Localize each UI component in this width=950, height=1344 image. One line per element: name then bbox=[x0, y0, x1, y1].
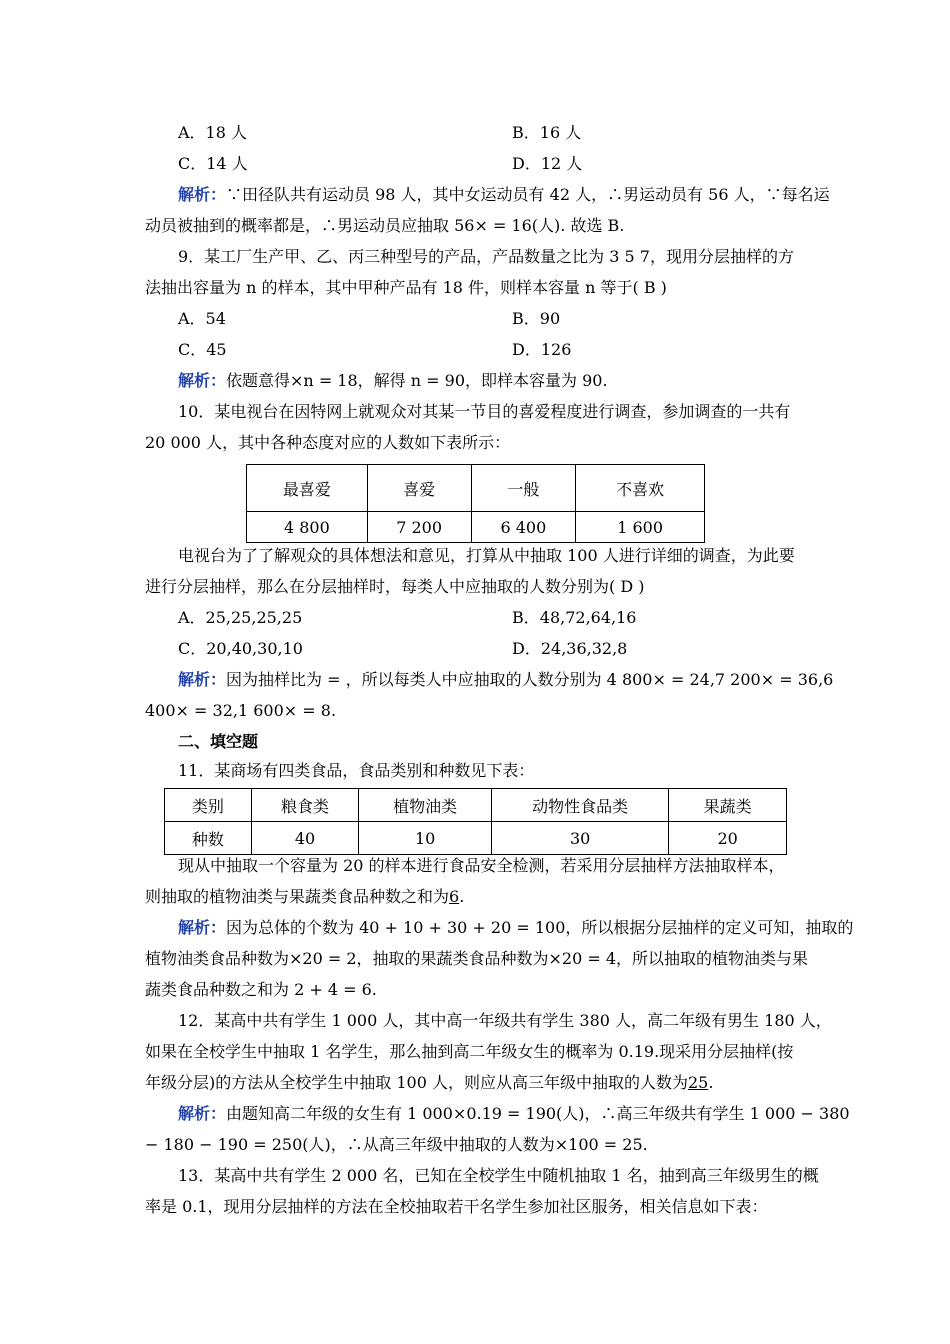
q10-analysis-cont: 400× = 32,1 600× = 8. bbox=[145, 701, 337, 720]
table-cell: 粮食类 bbox=[251, 789, 359, 822]
q10-option-c: C．20,40,30,10 bbox=[178, 639, 303, 658]
q10-option-d: D．24,36,32,8 bbox=[512, 639, 628, 658]
table-cell: 20 bbox=[669, 822, 787, 855]
table-cell: 动物性食品类 bbox=[491, 789, 668, 822]
q8-option-b: B．16 人 bbox=[512, 123, 582, 142]
q11-stem-line1: 11．某商场有四类食品，食品类别和种数见下表： bbox=[178, 761, 535, 780]
table-cell: 最喜爱 bbox=[247, 465, 368, 512]
q12-analysis-text: 由题知高二年级的女生有 1 000×0.19 = 190(人)，∴高三年级共有学生 1 000 − 380 bbox=[226, 1104, 850, 1123]
q11-analysis-text: 因为总体的个数为 40 + 10 + 30 + 20 = 100，所以根据分层抽样的定义可知，抽取的 bbox=[226, 918, 854, 937]
q9-stem-line2: 法抽出容量为 n 的样本，其中甲种产品有 18 件，则样本容量 n 等于( B ) bbox=[145, 278, 667, 297]
q12-stem-line1: 12．某高中共有学生 1 000 人，其中高一年级共有学生 380 人，高二年级有男生 180 人， bbox=[178, 1011, 832, 1030]
q9-stem-line1: 9．某工厂生产甲、乙、丙三种型号的产品，产品数量之比为 3 5 7，现用分层抽样的方 bbox=[178, 247, 794, 266]
q11-analysis-line bbox=[178, 918, 853, 938]
q8-analysis-line bbox=[178, 185, 830, 205]
table-cell: 6 400 bbox=[471, 512, 576, 543]
q11-after-line2 bbox=[145, 887, 464, 907]
table-cell: 果蔬类 bbox=[669, 789, 787, 822]
q10-after-line1: 电视台为了了解观众的具体想法和意见，打算从中抽取 100 人进行详细的调查，为此要 bbox=[178, 546, 795, 565]
q8-option-d: D．12 人 bbox=[512, 154, 583, 173]
table-cell: 10 bbox=[359, 822, 492, 855]
analysis-label: 解析： bbox=[178, 185, 227, 204]
q10-analysis-line bbox=[178, 670, 833, 690]
table-cell: 4 800 bbox=[247, 512, 368, 543]
q8-option-a: A．18 人 bbox=[178, 123, 248, 142]
q10-option-b: B．48,72,64,16 bbox=[512, 608, 637, 627]
q9-option-b: B．90 bbox=[512, 309, 561, 328]
q11-food-table bbox=[164, 788, 787, 855]
analysis-label: 解析： bbox=[178, 371, 227, 390]
q12-stem-line2: 如果在全校学生中抽取 1 名学生，那么抽到高二年级女生的概率为 0.19.现采用分层抽样(按 bbox=[145, 1042, 794, 1061]
table-cell: 喜爱 bbox=[367, 465, 471, 512]
q8-analysis-text: ∵田径队共有运动员 98 人，其中女运动员有 42 人，∴男运动员有 56 人，∵每名运 bbox=[226, 185, 830, 204]
q10-attitude-table bbox=[246, 464, 705, 543]
table-row bbox=[247, 512, 705, 543]
q9-analysis-text: 依题意得×n = 18，解得 n = 90，即样本容量为 90. bbox=[226, 371, 608, 390]
analysis-label: 解析： bbox=[178, 670, 227, 689]
q11-text: 则抽取的植物油类与果蔬类食品种数之和为 bbox=[145, 887, 450, 906]
table-cell: 40 bbox=[251, 822, 359, 855]
table-cell: 30 bbox=[491, 822, 668, 855]
table-cell: 种数 bbox=[165, 822, 252, 855]
q10-analysis-text: 因为抽样比为 = ，所以每类人中应抽取的人数分别为 4 800× = 24,7 200× = 36,6 bbox=[226, 670, 834, 689]
q10-after-line2: 进行分层抽样，那么在分层抽样时，每类人中应抽取的人数分别为( D ) bbox=[145, 577, 645, 596]
table-header-row bbox=[165, 789, 787, 822]
table-header-row bbox=[247, 465, 705, 512]
table-cell: 一般 bbox=[471, 465, 576, 512]
q10-stem-line1: 10．某电视台在因特网上就观众对其某一节目的喜爱程度进行调查，参加调查的一共有 bbox=[178, 402, 791, 421]
q11-text-end: . bbox=[459, 887, 465, 906]
table-cell: 1 600 bbox=[576, 512, 705, 543]
q12-text: 年级分层)的方法从全校学生中抽取 100 人，则应从高三年级中抽取的人数为 bbox=[145, 1073, 688, 1092]
q9-option-c: C．45 bbox=[178, 340, 227, 359]
table-row bbox=[165, 822, 787, 855]
table-cell: 不喜欢 bbox=[576, 465, 705, 512]
q9-analysis-line bbox=[178, 371, 608, 391]
q8-option-c: C．14 人 bbox=[178, 154, 248, 173]
q12-analysis-cont: − 180 − 190 = 250(人)，∴从高三年级中抽取的人数为×100 = 25. bbox=[145, 1135, 648, 1154]
q8-analysis-cont: 动员被抽到的概率都是，∴男运动员应抽取 56× = 16(人). 故选 B. bbox=[145, 216, 625, 235]
table-cell: 类别 bbox=[165, 789, 252, 822]
q12-analysis-line bbox=[178, 1104, 850, 1124]
analysis-label: 解析： bbox=[178, 918, 227, 937]
table-cell: 7 200 bbox=[367, 512, 471, 543]
q10-stem-line2: 20 000 人，其中各种态度对应的人数如下表所示： bbox=[145, 433, 511, 452]
q11-after-line1: 现从中抽取一个容量为 20 的样本进行食品安全检测，若采用分层抽样方法抽取样本， bbox=[178, 856, 785, 875]
q12-stem-line3 bbox=[145, 1073, 713, 1093]
q12-text-end: . bbox=[708, 1073, 714, 1092]
q13-stem-line2: 率是 0.1，现用分层抽样的方法在全校抽取若干名学生参加社区服务，相关信息如下表： bbox=[145, 1197, 768, 1216]
q11-answer: 6 bbox=[449, 887, 460, 906]
q9-option-a: A．54 bbox=[178, 309, 226, 328]
q11-analysis-cont2: 蔬类食品种数之和为 2 + 4 = 6. bbox=[145, 980, 377, 999]
q12-answer: 25 bbox=[687, 1073, 709, 1092]
q13-stem-line1: 13．某高中共有学生 2 000 名，已知在全校学生中随机抽取 1 名，抽到高三年级男生的概 bbox=[178, 1166, 819, 1185]
section-title: 二、填空题 bbox=[178, 732, 259, 751]
table-cell: 植物油类 bbox=[359, 789, 492, 822]
q9-option-d: D．126 bbox=[512, 340, 572, 359]
analysis-label: 解析： bbox=[178, 1104, 227, 1123]
q10-option-a: A．25,25,25,25 bbox=[178, 608, 303, 627]
q11-analysis-cont1: 植物油类食品种数为×20 = 2，抽取的果蔬类食品种数为×20 = 4，所以抽取的植物油类与果 bbox=[145, 949, 809, 968]
